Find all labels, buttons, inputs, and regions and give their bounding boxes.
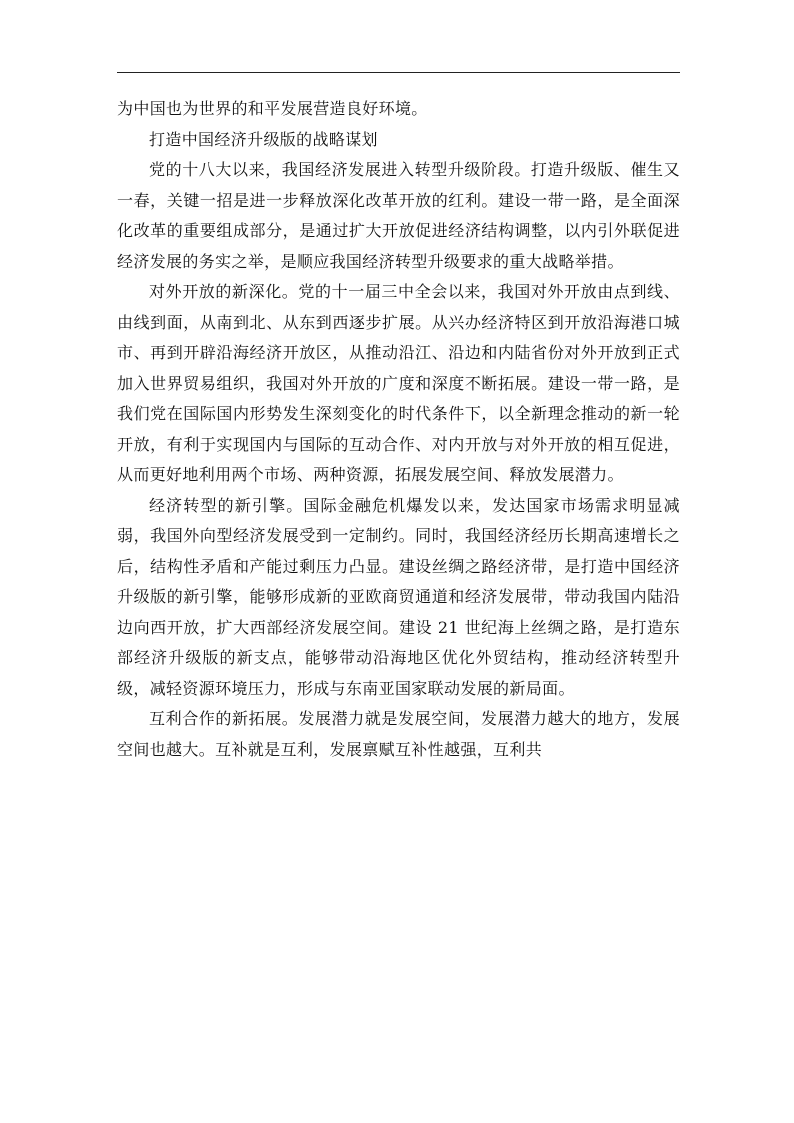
header-rule bbox=[117, 72, 680, 73]
paragraph-mutual-benefit: 互利合作的新拓展。发展潜力就是发展空间，发展潜力越大的地方，发展空间也越大。互补就是互利，发展禀赋互补性越强，互利共 bbox=[117, 709, 680, 759]
section-heading: 打造中国经济升级版的战略谋划 bbox=[149, 129, 378, 149]
paragraph-continuation: 为中国也为世界的和平发展营造良好环境。 bbox=[117, 99, 428, 118]
paragraph-upgrade-stage: 党的十八大以来，我国经济发展进入转型升级阶段。打造升级版、催生又一春，关键一招是进一步释放深化改革开放的红利。建设一带一路，是全面深化改革的重要组成部分，是通过扩大开放促进经济结构调整，以内引外联促进经济发展的务实之举，是顺应我国经济转型升级要求的重大战略举措。 bbox=[117, 160, 680, 271]
document-body bbox=[117, 94, 680, 765]
paragraph-economic-transformation: 经济转型的新引擎。国际金融危机爆发以来，发达国家市场需求明显减弱，我国外向型经济发展受到一定制约。同时，我国经济经历长期高速增长之后，结构性矛盾和产能过剩压力凸显。建设丝绸之路经济带，是打造中国经济升级版的新引擎，能够形成新的亚欧商贸通道和经济发展带，带动我国内陆沿边向西开放，扩大西部经济发展空间。建设 21 世纪海上丝绸之路，是打造东部经济升级版的新支点，能够带动沿海地区优化外贸结构，推动经济转型升级，减轻资源环境压力，形成与东南亚国家联动发展的新局面。 bbox=[117, 495, 680, 698]
paragraph-opening-up: 对外开放的新深化。党的十一届三中全会以来，我国对外开放由点到线、由线到面，从南到北、从东到西逐步扩展。从兴办经济特区到开放沿海港口城市、再到开辟沿海经济开放区，从推动沿江、沿边和内陆省份对外开放到正式加入世界贸易组织，我国对外开放的广度和深度不断拓展。建设一带一路，是我们党在国际国内形势发生深刻变化的时代条件下，以全新理念推动的新一轮开放，有利于实现国内与国际的互动合作、对内开放与对外开放的相互促进，从而更好地利用两个市场、两种资源，拓展发展空间、释放发展潜力。 bbox=[117, 282, 680, 484]
